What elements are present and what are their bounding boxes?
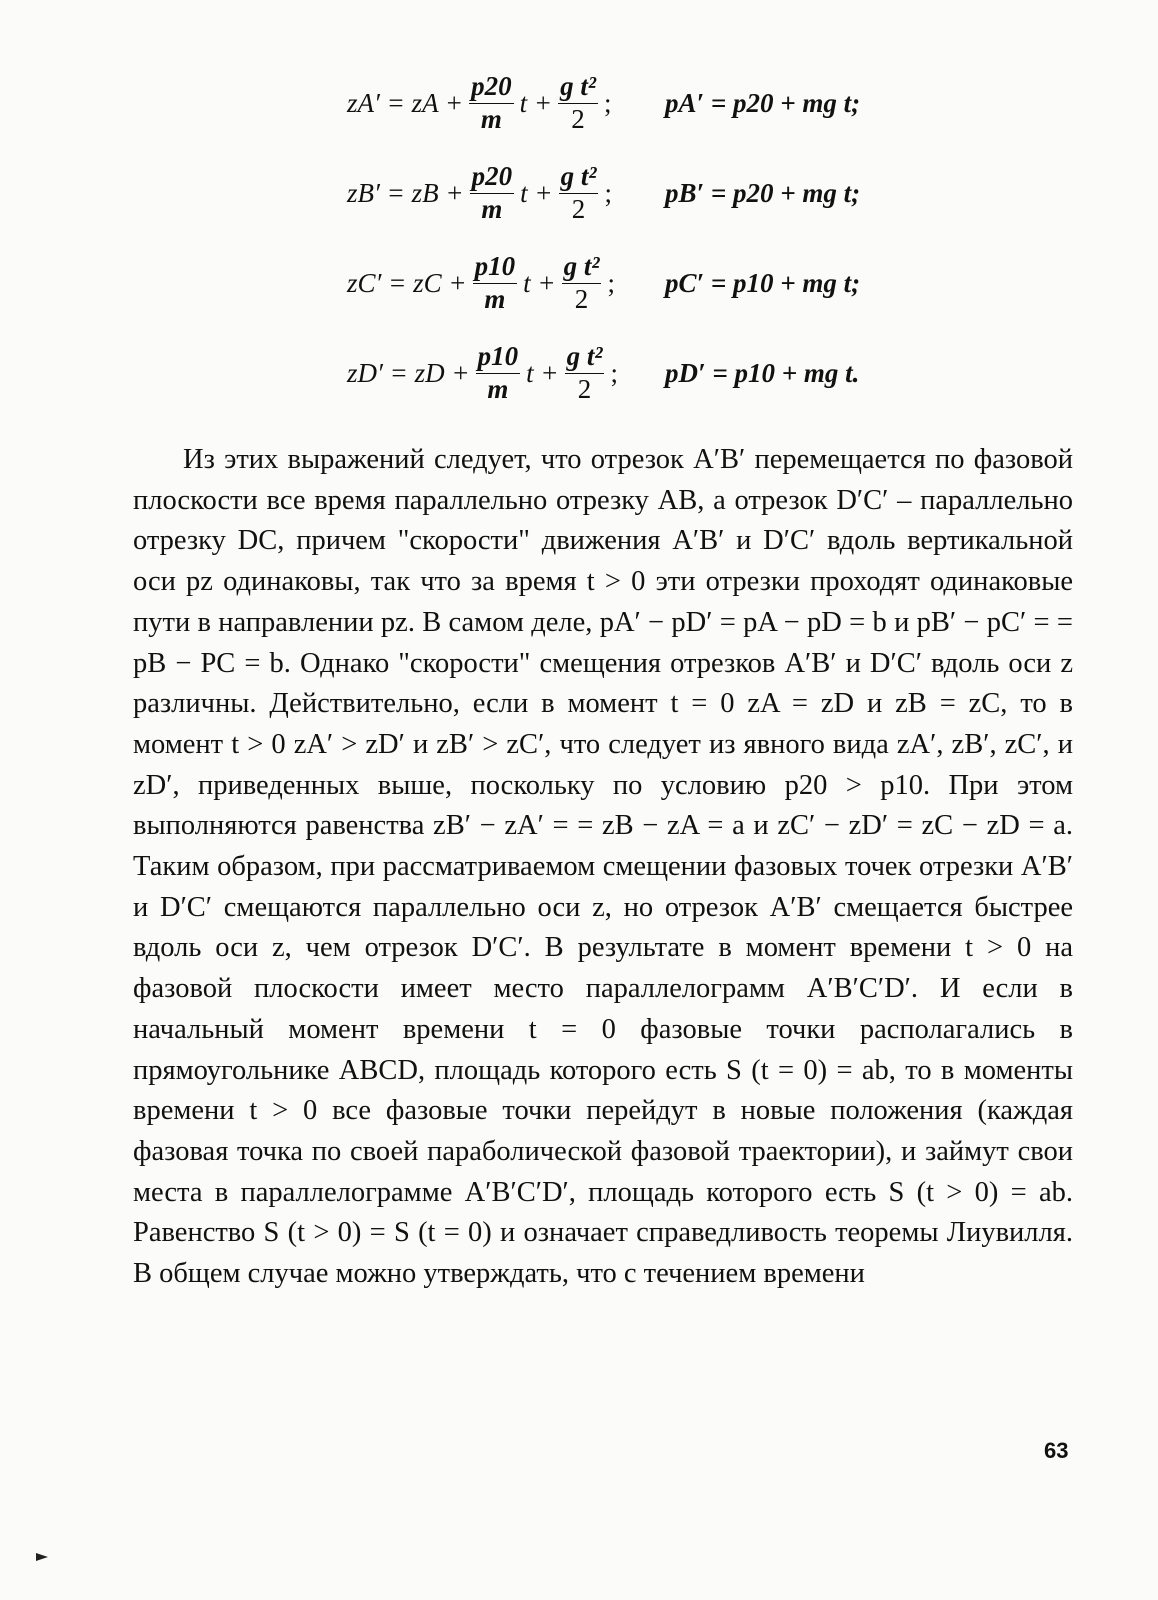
fraction-denominator: 2 [571, 193, 586, 224]
equation-mid: t + [526, 357, 559, 388]
scan-mark-icon [36, 1553, 48, 1561]
equation-end: ; [610, 357, 618, 388]
equation-row [345, 58, 905, 148]
equation-row [345, 238, 905, 328]
fraction-denominator: m [481, 193, 503, 224]
fraction-numerator: g t² [559, 161, 599, 193]
fraction-denominator: 2 [574, 283, 589, 314]
fraction-numerator: g t² [565, 341, 605, 373]
equation-end: ; [603, 87, 612, 118]
equation-block [345, 58, 905, 418]
fraction-numerator: p10 [473, 251, 518, 283]
equation-mid: t + [519, 87, 553, 118]
equation-lhs [345, 251, 665, 314]
equation-end: ; [604, 177, 612, 208]
equation-row [345, 148, 905, 238]
equation-rhs: pC′ = p10 + mg t; [665, 267, 861, 298]
equation-rhs: pB′ = p20 + mg t; [665, 177, 861, 208]
fraction-numerator: p20 [470, 161, 515, 193]
fraction-momentum [476, 341, 521, 404]
equation-lhs-text: zD′ = zD + [347, 357, 470, 388]
equation-lhs [345, 341, 665, 404]
equation-lhs-text: zA′ = zA + [347, 87, 464, 118]
equation-rhs: pA′ = p20 + mg t; [665, 87, 861, 118]
fraction-denominator: 2 [577, 373, 592, 404]
fraction-momentum [473, 251, 518, 314]
fraction-momentum [469, 71, 514, 134]
equation-row [345, 328, 905, 418]
fraction-gravity [562, 251, 602, 314]
fraction-gravity [559, 161, 599, 224]
equation-mid: t + [523, 267, 556, 298]
paragraph: Из этих выражений следует, что отрезок A′B′ перемещается по фазовой плоскости все время параллельно отрезку AB, а отрезок D′C′ – параллельно отрезку DC, причем "скорости" движения A′B′ и D′C′ вдоль вертикальной оси pz одинаковы, так что за время t > 0 эти отрезки проходят одинаковые пути в направлении pz. В самом деле, pA′ − pD′ = pA − pD = b и pB′ − pC′ = = pB − PC = b. Однако "скорости" смещения отрезков A′B′ и D′C′ вдоль оси z различны. Действительно, если в момент t = 0 zA = zD и zB = zC, то в момент t > 0 zA′ > zD′ и zB′ > zC′, что следует из явного вида zA′, zB′, zC′, и zD′, приведенных выше, поскольку по условию p20 > p10. При этом выполняются равенства zB′ − zA′ = = zB − zA = a и zC′ − zD′ = zC − zD = a. Таким образом, при рассматриваемом смещении фазовых точек отрезки A′B′ и D′C′ смещаются параллельно оси z, но отрезок A′B′ смещается быстрее вдоль оси z, чем отрезок D′C′. В результате в момент времени t > 0 на фазовой плоскости имеет место параллелограмм A′B′C′D′. И если в начальный момент времени t = 0 фазовые точки располагались в прямоугольнике ABCD, площадь которого есть S (t = 0) = ab, то в моменты времени t > 0 все фазовые точки перейдут в новые положения (каждая фазовая точка по своей параболической фазовой траектории), и займут свои места в параллелограмме A′B′C′D′, площадь которого есть S (t > 0) = ab. Равенство S (t > 0) = S (t = 0) и означает справедливость теоремы Лиувилля. В общем случае можно утверждать, что с течением времени [133, 444, 1073, 1290]
fraction-momentum [470, 161, 515, 224]
fraction-gravity [565, 341, 605, 404]
equation-end: ; [607, 267, 615, 298]
body-text [133, 440, 1073, 1295]
equation-lhs [345, 71, 665, 134]
fraction-numerator: g t² [558, 71, 598, 103]
fraction-denominator: m [484, 283, 506, 314]
equation-rhs: pD′ = p10 + mg t. [665, 357, 860, 388]
fraction-denominator: m [487, 373, 509, 404]
fraction-numerator: p10 [476, 341, 521, 373]
equation-lhs-text: zC′ = zC + [347, 267, 467, 298]
equation-lhs [345, 161, 665, 224]
fraction-gravity [558, 71, 598, 134]
equation-mid: t + [520, 177, 553, 208]
equation-lhs-text: zB′ = zB + [347, 177, 464, 208]
page-number: 63 [1044, 1438, 1069, 1463]
fraction-denominator: 2 [571, 103, 585, 134]
fraction-denominator: m [480, 103, 502, 134]
fraction-numerator: p20 [469, 71, 514, 103]
fraction-numerator: g t² [562, 251, 602, 283]
